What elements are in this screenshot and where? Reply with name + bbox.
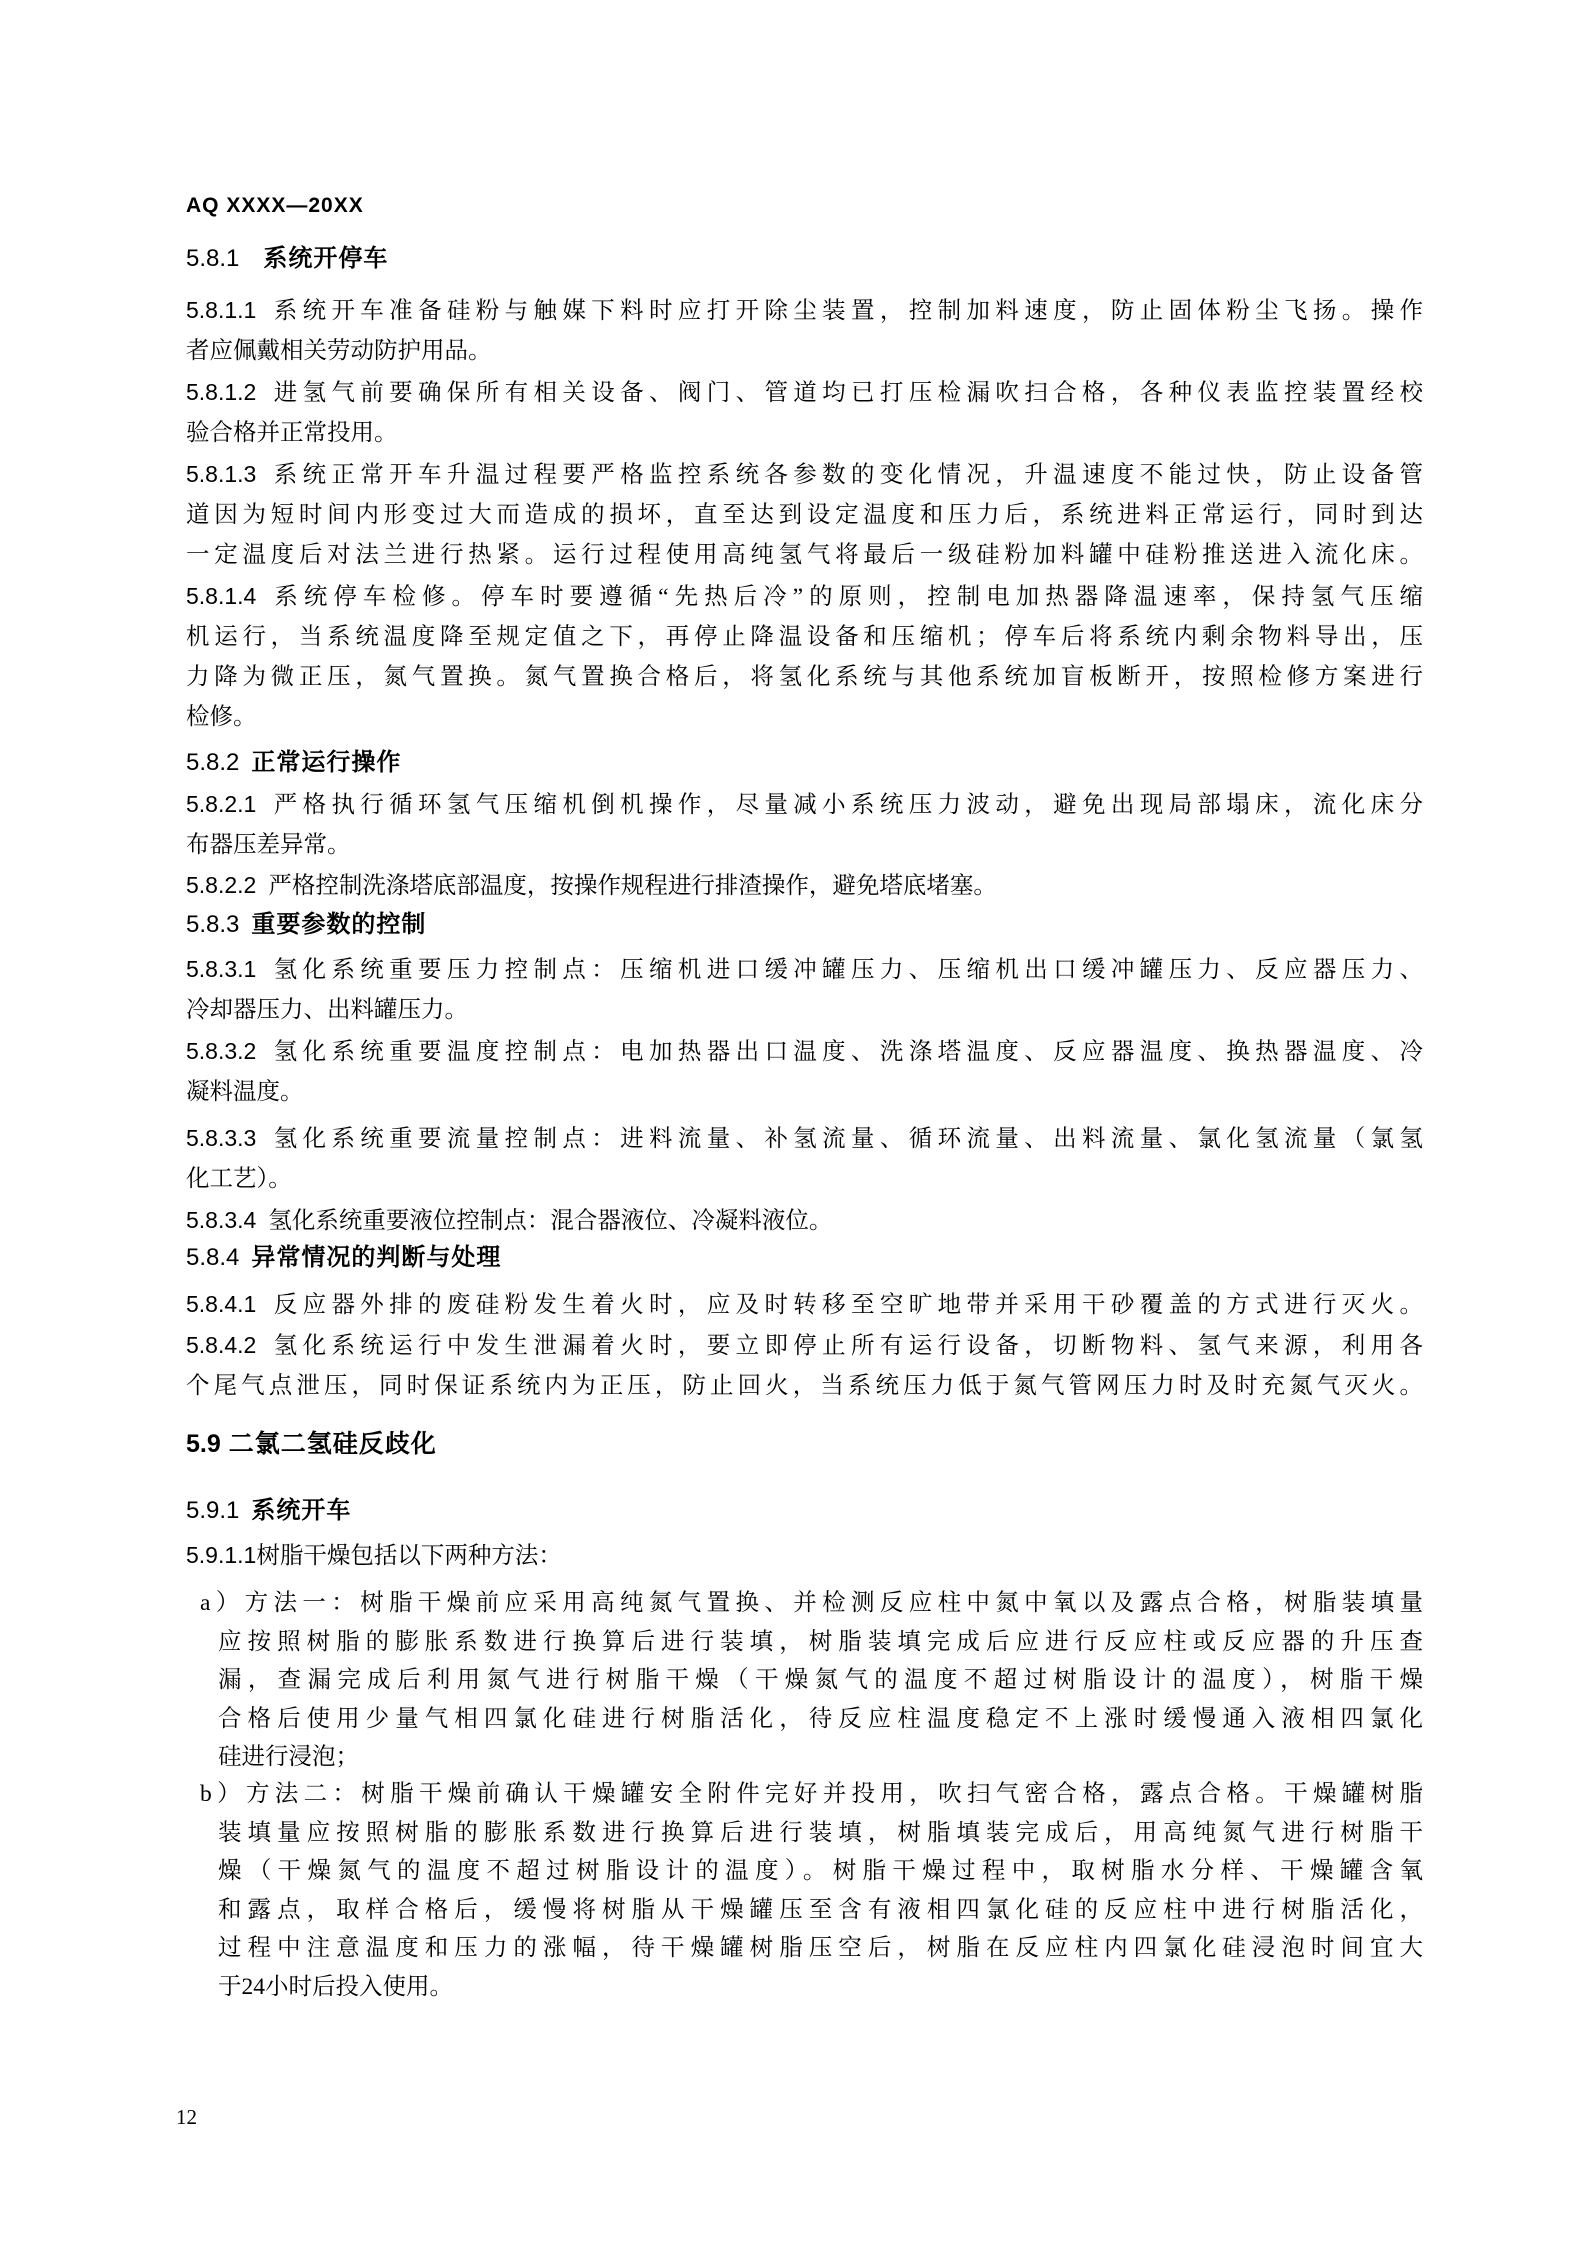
clause-number: 5.8.3.3	[186, 1125, 257, 1151]
text-line: 5.8.1.1 系统开车准备硅粉与触媒下料时应打开除尘装置，控制加料速度，防止固体粉尘飞扬。操作	[186, 297, 1423, 324]
clause-5-9-1-1	[186, 1535, 1423, 1576]
document-header: AQ XXXX—20XX	[186, 194, 364, 217]
heading-title: 二氯二氢硅反歧化	[228, 1430, 437, 1458]
clause-number: 5.8.2	[186, 749, 240, 776]
text-line: 燥（干燥氮气的温度不超过树脂设计的温度）。树脂干燥过程中，取树脂水分样、干燥罐含氧	[218, 1858, 1423, 1884]
text-line: 于24小时后投入使用。	[218, 1973, 453, 2000]
clause-5-8-1-2	[186, 372, 1423, 453]
text-line: 5.8.2.1 严格执行循环氢气压缩机倒机操作，尽量减小系统压力波动，避免出现局部塌床，流化床分	[186, 791, 1423, 818]
clause-5-8-3-3	[186, 1118, 1423, 1199]
text-line: 个尾气点泄压，同时保证系统内为正压，防止回火，当系统压力低于氮气管网压力时及时充氮气灭火。	[186, 1373, 1423, 1399]
text-line: 者应佩戴相关劳动防护用品。	[186, 338, 492, 364]
text-line: 道因为短时间内形变过大而造成的损坏，直至达到设定温度和压力后，系统进料正常运行，同时到达	[186, 502, 1423, 528]
clause-5-8-1-4	[186, 576, 1423, 737]
clause-number: 5.8.2.2	[186, 872, 257, 898]
clause-number: 5.9	[186, 1430, 221, 1458]
text-line: 5.8.4.2 氢化系统运行中发生泄漏着火时，要立即停止所有运行设备，切断物料、氢气来源，利用各	[186, 1332, 1423, 1359]
text-line: 验合格并正常投用。	[186, 420, 398, 446]
heading-title: 异常情况的判断与处理	[251, 1244, 502, 1271]
text-line: 5.8.1.3 系统正常开车升温过程要严格监控系统各参数的变化情况，升温速度不能过快，防止设备管	[186, 461, 1423, 488]
clause-5-8-1-1	[186, 290, 1423, 371]
text-line: 5.8.1.2 进氢气前要确保所有相关设备、阀门、管道均已打压检漏吹扫合格，各种仪表监控装置经校	[186, 379, 1423, 406]
list-label: b）	[200, 1781, 246, 1807]
text-line: 力降为微正压，氮气置换。氮气置换合格后，将氢化系统与其他系统加盲板断开，按照检修方案进行	[186, 664, 1423, 690]
page-number: 12	[176, 2105, 197, 2129]
text-line: 5.8.1.4 系统停车检修。停车时要遵循“先热后冷”的原则，控制电加热器降温速率，保持氢气压缩	[186, 583, 1423, 610]
clause-number: 5.8.1	[186, 245, 240, 272]
clause-5-8-4-1	[186, 1284, 1423, 1325]
clause-number: 5.9.1.1	[186, 1542, 257, 1568]
text-line: 5.8.3.1 氢化系统重要压力控制点：压缩机进口缓冲罐压力、压缩机出口缓冲罐压力、反应器压力、	[186, 956, 1423, 983]
text-line: 5.9.1.1树脂干燥包括以下两种方法：	[186, 1542, 562, 1569]
text-line: 和露点，取样合格后，缓慢将树脂从干燥罐压至含有液相四氯化硅的反应柱中进行树脂活化，	[218, 1896, 1423, 1923]
text-line: 应按照树脂的膨胀系数进行换算后进行装填，树脂装填完成后应进行反应柱或反应器的升压查	[218, 1628, 1423, 1655]
text-line: 合格后使用少量气相四氯化硅进行树脂活化，待反应柱温度稳定不上涨时缓慢通入液相四氯化	[218, 1705, 1423, 1732]
heading-title: 系统开停车	[263, 245, 389, 272]
clause-number: 5.8.3.4	[186, 1207, 257, 1233]
text-line: 装填量应按照树脂的膨胀系数进行换算后进行装填，树脂填装完成后，用高纯氮气进行树脂干	[218, 1819, 1423, 1846]
clause-number: 5.8.4.2	[186, 1332, 257, 1358]
heading-5-8-4	[186, 1243, 1423, 1273]
list-item-method-b	[200, 1775, 1424, 2006]
heading-5-9-1	[186, 1496, 1423, 1526]
clause-5-8-2-2	[186, 865, 1423, 906]
heading-5-9	[186, 1428, 1423, 1460]
text-line: 5.8.2.2 严格控制洗涤塔底部温度，按操作规程进行排渣操作，避免塔底堵塞。	[186, 872, 997, 899]
clause-number: 5.8.4.1	[186, 1291, 257, 1317]
clause-5-8-3-2	[186, 1031, 1423, 1112]
text-line: 硅进行浸泡；	[218, 1744, 359, 1770]
clause-5-8-3-4	[186, 1200, 1423, 1241]
clause-number: 5.8.3	[186, 911, 240, 938]
text-line: 冷却器压力、出料罐压力。	[186, 997, 468, 1023]
clause-number: 5.8.3.1	[186, 956, 257, 982]
text-line: 5.8.3.3 氢化系统重要流量控制点：进料流量、补氢流量、循环流量、出料流量、氯化氢流量（氯氢	[186, 1125, 1423, 1152]
clause-number: 5.8.4	[186, 1244, 240, 1271]
heading-5-8-2	[186, 748, 1423, 778]
text-line: 漏，查漏完成后利用氮气进行树脂干燥（干燥氮气的温度不超过树脂设计的温度），树脂干燥	[218, 1667, 1423, 1693]
list-label: a）	[200, 1590, 245, 1616]
text-line: 5.8.3.4 氢化系统重要液位控制点：混合器液位、冷凝料液位。	[186, 1207, 833, 1234]
clause-number: 5.8.1.3	[186, 461, 257, 487]
text-line: 5.8.3.2 氢化系统重要温度控制点：电加热器出口温度、洗涤塔温度、反应器温度、换热器温度、冷	[186, 1038, 1423, 1065]
text-line: 布器压差异常。	[186, 832, 351, 858]
text-line: 凝料温度。	[186, 1079, 304, 1105]
heading-5-8-1	[186, 244, 1423, 274]
clause-number: 5.8.2.1	[186, 791, 257, 817]
clause-5-8-3-1	[186, 949, 1423, 1030]
text-line: 机运行，当系统温度降至规定值之下，再停止降温设备和压缩机；停车后将系统内剩余物料导出，压	[186, 624, 1423, 650]
text-line: 过程中注意温度和压力的涨幅，待干燥罐树脂压空后，树脂在反应柱内四氯化硅浸泡时间宜大	[218, 1935, 1423, 1961]
clause-number: 5.8.1.4	[186, 583, 257, 609]
clause-5-8-1-3	[186, 454, 1423, 575]
clause-number: 5.8.3.2	[186, 1038, 257, 1064]
heading-5-8-3	[186, 910, 1423, 940]
clause-number: 5.9.1	[186, 1497, 240, 1524]
text-line: b）方法二：树脂干燥前确认干燥罐安全附件完好并投用，吹扫气密合格，露点合格。干燥罐树脂	[200, 1781, 1424, 1807]
clause-5-8-2-1	[186, 784, 1423, 865]
text-line: 5.8.4.1 反应器外排的废硅粉发生着火时，应及时转移至空旷地带并采用干砂覆盖的方式进行灭火。	[186, 1291, 1423, 1318]
heading-title: 重要参数的控制	[251, 911, 427, 938]
text-line: 化工艺）。	[186, 1166, 292, 1192]
text-line: a）方法一：树脂干燥前应采用高纯氮气置换、并检测反应柱中氮中氧以及露点合格，树脂装填量	[200, 1590, 1423, 1616]
text-line: 一定温度后对法兰进行热紧。运行过程使用高纯氢气将最后一级硅粉加料罐中硅粉推送进入流化床。	[186, 542, 1423, 568]
clause-number: 5.8.1.1	[186, 297, 257, 323]
clause-number: 5.8.1.2	[186, 379, 257, 405]
heading-title: 系统开车	[251, 1497, 352, 1524]
heading-title: 正常运行操作	[251, 749, 402, 776]
list-item-method-a	[200, 1584, 1423, 1777]
text-line: 检修。	[186, 704, 257, 730]
clause-5-8-4-2	[186, 1325, 1423, 1406]
